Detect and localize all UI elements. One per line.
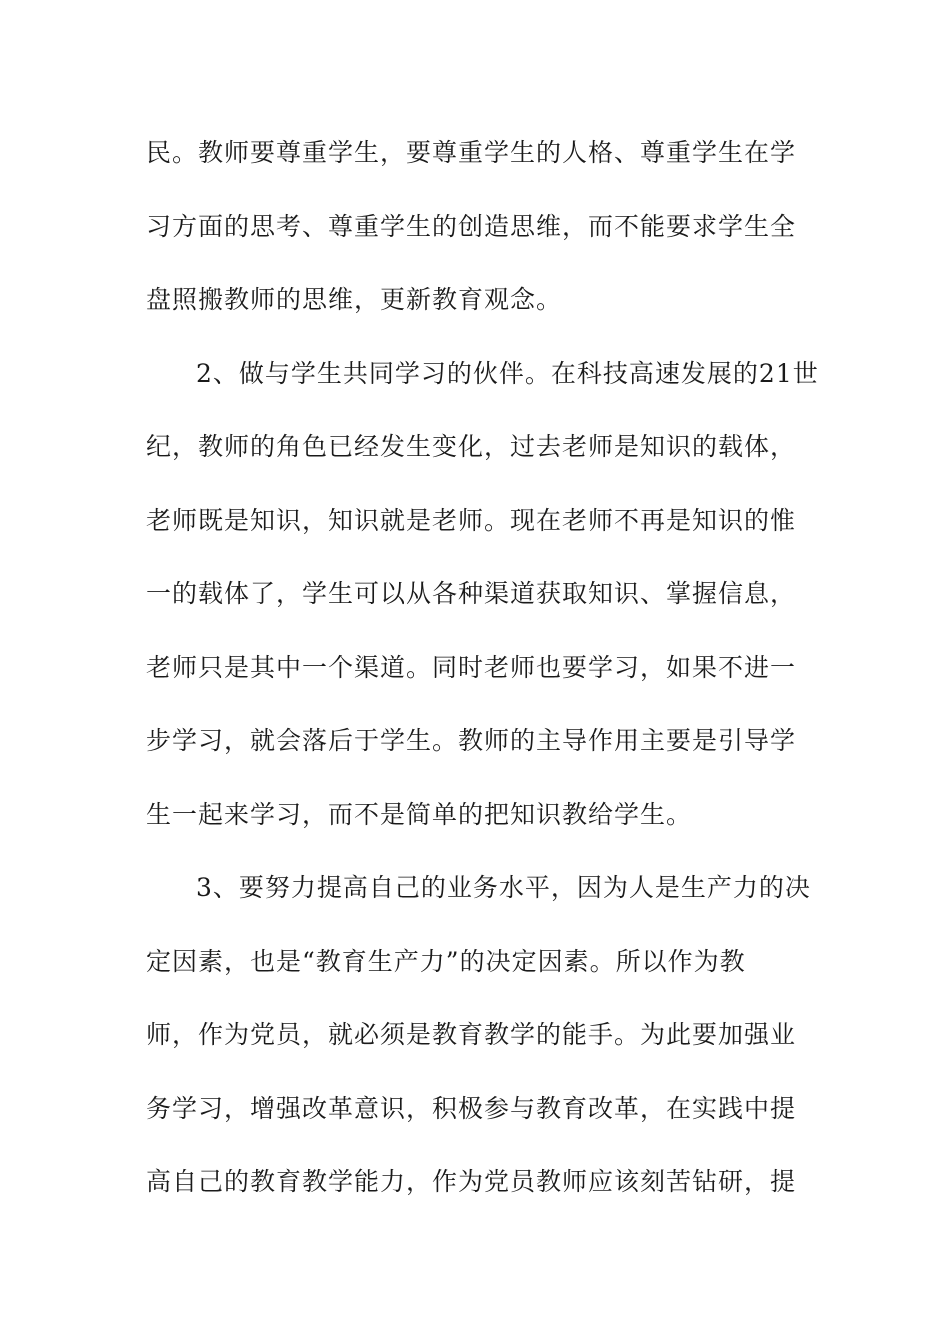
text-line: 纪，教师的角色已经发生变化，过去老师是知识的载体，	[146, 432, 797, 461]
text-line: 务学习，增强改革意识，积极参与教育改革，在实践中提	[146, 1093, 797, 1123]
text-line: 生一起来学习，而不是简单的把知识教给学生。	[146, 799, 693, 829]
paragraph-2-start: 2、做与学生共同学习的伙伴。在科技高速发展的21世	[196, 358, 819, 388]
text-line: 定因素，也是“教育生产力”的决定因素。所以作为教	[146, 946, 746, 976]
text-line: 步学习，就会落后于学生。教师的主导作用主要是引导学	[146, 726, 797, 755]
text-line: 老师只是其中一个渠道。同时老师也要学习，如果不进一	[146, 652, 797, 682]
text-line: 盘照搬教师的思维，更新教育观念。	[146, 285, 563, 314]
text-line: 老师既是知识，知识就是老师。现在老师不再是知识的惟	[146, 505, 797, 535]
text-line: 一的载体了，学生可以从各种渠道获取知识、掌握信息，	[146, 579, 797, 608]
paragraph-3-start: 3、要努力提高自己的业务水平，因为人是生产力的决	[196, 873, 811, 902]
body-text	[146, 128, 826, 1231]
text-line: 师，作为党员，就必须是教育教学的能手。为此要加强业	[146, 1020, 797, 1049]
text-line: 民。教师要尊重学生，要尊重学生的人格、尊重学生在学	[146, 138, 797, 167]
text-line: 高自己的教育教学能力，作为党员教师应该刻苦钻研，提	[146, 1167, 797, 1196]
text-line: 习方面的思考、尊重学生的创造思维，而不能要求学生全	[146, 211, 797, 241]
